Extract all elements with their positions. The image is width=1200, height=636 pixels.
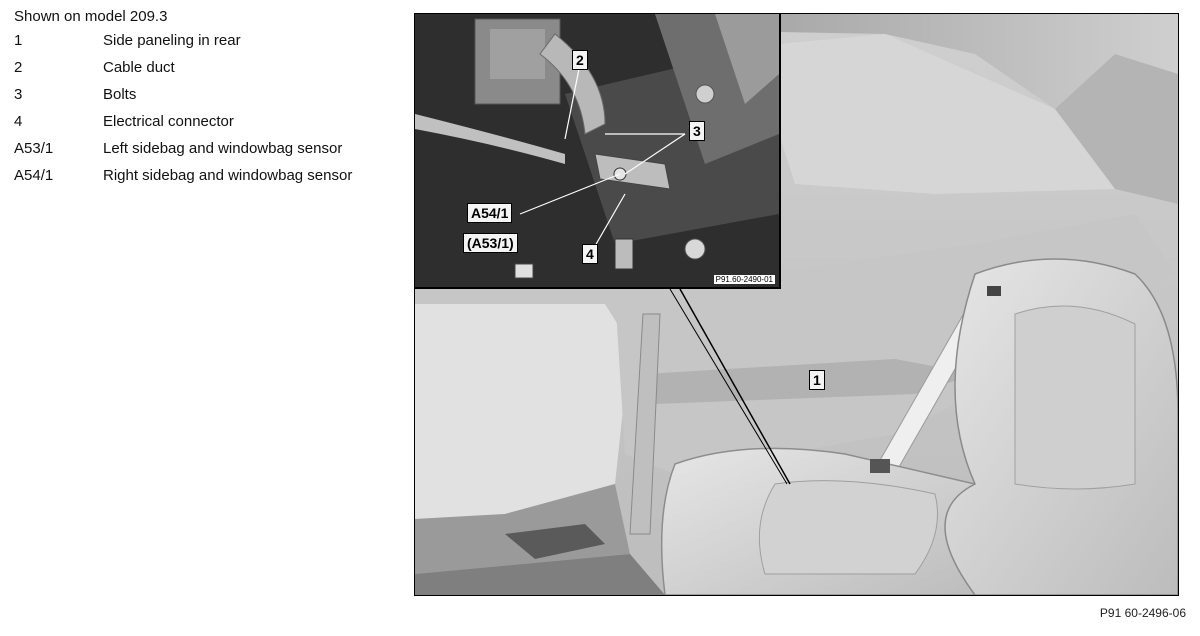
callout-4: 4: [582, 244, 598, 264]
legend-text: Right sidebag and windowbag sensor: [103, 167, 353, 184]
legend-item: [14, 139, 374, 158]
legend-text: Side paneling in rear: [103, 32, 241, 49]
legend-item: [14, 112, 374, 131]
legend-text: Left sidebag and windowbag sensor: [103, 140, 343, 157]
rear-interior-photo: [414, 13, 1179, 596]
legend-item: [14, 31, 374, 50]
legend-item: [14, 58, 374, 77]
legend-text: Bolts: [103, 86, 137, 103]
callout-a53: (A53/1): [463, 233, 518, 253]
inset-code: P91.60-2490-01: [715, 275, 773, 284]
legend-key: 4: [14, 113, 23, 130]
legend-text: Cable duct: [103, 59, 175, 76]
legend-title: Shown on model 209.3: [14, 8, 168, 25]
callout-3: 3: [689, 121, 705, 141]
legend-item: [14, 166, 374, 185]
legend-key: A54/1: [14, 167, 54, 184]
legend-key: 3: [14, 86, 23, 103]
sensor-detail-inset: [415, 14, 781, 289]
legend-key: 2: [14, 59, 23, 76]
bolt-icon: [696, 85, 714, 103]
legend-item: [14, 85, 374, 104]
callout-a54: A54/1: [467, 203, 512, 223]
legend-key: 1: [14, 32, 23, 49]
legend: [14, 8, 374, 193]
legend-text: Electrical connector: [103, 113, 234, 130]
connector-icon: [615, 239, 633, 269]
callout-1: 1: [809, 370, 825, 390]
bolt-icon: [685, 239, 705, 259]
legend-key: A53/1: [14, 140, 54, 157]
figure-code: P91 60-2496-06: [1099, 606, 1186, 620]
callout-2: 2: [572, 50, 588, 70]
